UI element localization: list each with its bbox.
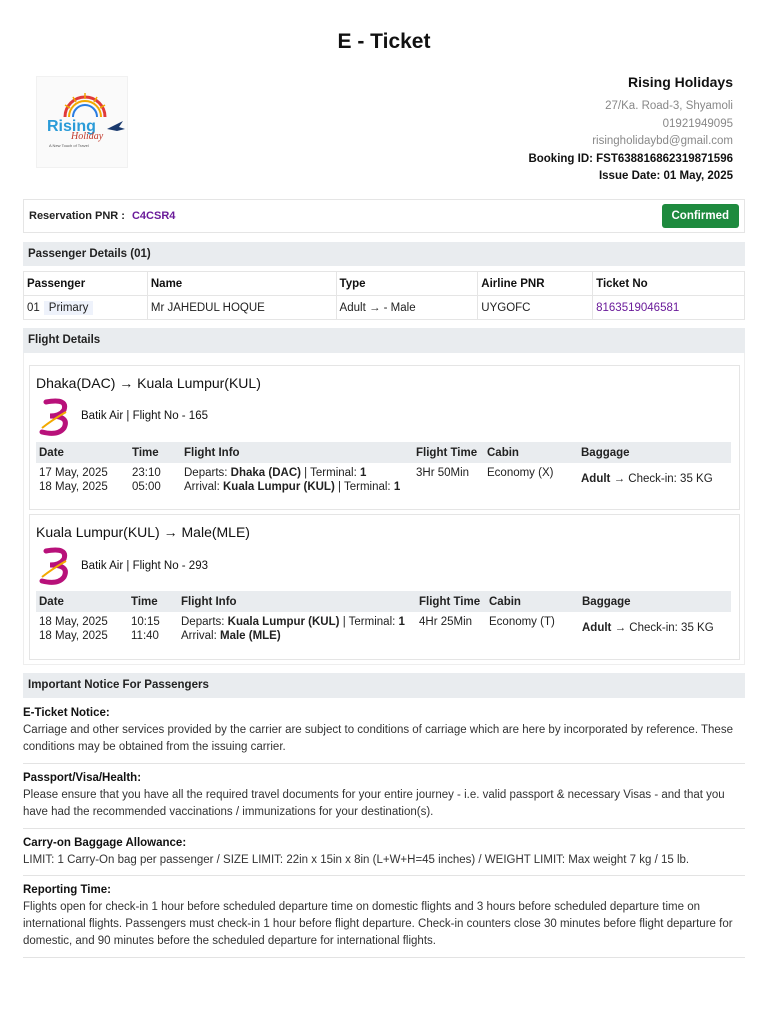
passenger-name: Mr JAHEDUL HOQUE [147,296,336,320]
date-cell: 18 May, 2025 18 May, 2025 [39,616,108,642]
flight-time: 4Hr 25Min [419,616,473,628]
route-destination: Male(MLE) [181,524,250,540]
company-phone[interactable]: 01921949095 [662,117,733,130]
column-header: Baggage [579,591,731,612]
pnr-value: C4CSR4 [131,210,176,222]
notice-item [23,707,745,756]
airline-name: Batik Air [81,560,124,572]
column-header: Date [36,442,129,463]
notice-section-title: Important Notice For Passengers [23,673,745,698]
table-row [36,463,731,495]
flight-route [36,524,250,540]
rising-holiday-logo-icon [37,77,129,169]
airline-name: Batik Air [81,410,124,422]
column-header: Passenger [24,272,148,296]
column-header: Ticket No [593,272,745,296]
table-header-row [24,272,745,296]
batik-air-logo-icon [38,398,74,436]
route-origin: Dhaka(DAC) [36,375,116,391]
airline-info [81,560,208,572]
passenger-type: Adult → - Male [336,296,478,320]
notice-body: Flights open for check-in 1 hour before scheduled departure time on domestic flights and 3 hours before scheduled departure time on international flights. Passengers must check-in 1 hour before flight departure. Check-in counters close 30 minutes before flight departure for domestic, and 90 minutes before the scheduled departure for international flights. [23,901,733,947]
reservation-bar [23,199,745,233]
passenger-table [23,271,745,320]
table-header-row [36,442,731,463]
divider [23,763,745,764]
booking-id: Booking ID: FST638816862319871596 [528,152,733,165]
passenger-index: 01 [27,301,40,314]
passenger-section-title: Passenger Details (01) [23,242,745,266]
column-header: Baggage [578,442,731,463]
batik-air-logo-icon [38,547,74,585]
cabin: Economy (T) [489,616,555,628]
column-header: Airline PNR [478,272,593,296]
svg-text:A New Touch of Travel: A New Touch of Travel [49,143,89,148]
airline-info [81,410,208,422]
page-title: E - Ticket [337,30,431,53]
flight-section-title: Flight Details [23,328,745,353]
segment-table [36,591,731,644]
company-address: 27/Ka. Road-3, Shyamoli [605,100,733,112]
column-header: Cabin [484,442,578,463]
table-row [36,612,731,644]
company-email[interactable]: risingholidaybd@gmail.com [592,135,733,147]
column-header: Flight Info [181,442,413,463]
notice-title: Passport/Visa/Health: [23,772,142,784]
notice-title: Reporting Time: [23,884,111,896]
divider [23,875,745,876]
flight-info-cell: Departs: Dhaka (DAC) | Terminal: 1 Arrival: Kuala Lumpur (KUL) | Terminal: 1 [184,467,401,493]
date-cell: 17 May, 2025 18 May, 2025 [39,467,108,493]
notice-body: Carriage and other services provided by the carrier are subject to conditions of carriage which are here by incorporated by reference. These conditions may be obtained from the issuing carrier. [23,724,733,753]
column-header: Name [147,272,336,296]
issue-date: Issue Date: 01 May, 2025 [598,170,733,182]
primary-badge: Primary [44,301,94,315]
divider [23,828,745,829]
cabin: Economy (X) [487,467,554,479]
svg-text:Rising: Rising [47,118,96,135]
flight-info-cell: Departs: Kuala Lumpur (KUL) | Terminal: 1 Arrival: Male (MLE) [181,616,405,642]
flight-number: | Flight No - 165 [126,410,208,422]
company-name: Rising Holidays [627,74,733,90]
table-header-row [36,591,731,612]
column-header: Type [336,272,478,296]
flight-card-2 [29,514,740,660]
notice-body: Please ensure that you have all the required travel documents for your entire journey - i.e. valid passport & necessary Visas - and that you have had the recommended vaccinations / immunizations for your destination(s). [23,789,725,818]
ticket-number: 8163519046581 [593,296,745,320]
notice-title: E-Ticket Notice: [23,707,110,719]
notice-item [23,837,745,869]
column-header: Flight Time [416,591,486,612]
arrow-right-icon: → [163,524,178,540]
arrow-right-icon: → [119,375,134,391]
passenger-cell [24,296,148,320]
column-header: Cabin [486,591,579,612]
agency-logo [36,76,128,168]
pnr-label: Reservation PNR : [29,210,125,222]
flight-number: | Flight No - 293 [126,560,208,572]
notice-item [23,772,745,821]
column-header: Date [36,591,128,612]
status-badge: Confirmed [662,204,740,228]
route-destination: Kuala Lumpur(KUL) [137,375,261,391]
flight-card-1 [29,365,740,510]
svg-text:Holiday: Holiday [71,131,104,142]
flight-route [36,375,261,391]
table-row [24,296,745,320]
route-origin: Kuala Lumpur(KUL) [36,524,160,540]
column-header: Flight Time [413,442,484,463]
notice-item [23,884,745,950]
divider [23,957,745,958]
airline-pnr: UYGOFC [478,296,593,320]
column-header: Time [129,442,181,463]
company-info [528,74,733,186]
time-cell: 23:10 05:00 [132,467,161,493]
baggage-cell: Adult → Check-in: 35 KG [582,622,714,634]
time-cell: 10:15 11:40 [131,616,160,642]
notice-title: Carry-on Baggage Allowance: [23,837,187,849]
segment-table [36,442,731,495]
baggage-cell: Adult → Check-in: 35 KG [581,473,713,485]
column-header: Time [128,591,178,612]
notice-body: LIMIT: 1 Carry-On bag per passenger / SIZE LIMIT: 22in x 15in x 8in (L+W+H=45 inches) / WEIGHT LIMIT: Max weight 7 kg / 15 lb. [23,854,690,866]
column-header: Flight Info [178,591,416,612]
flight-time: 3Hr 50Min [416,467,470,479]
